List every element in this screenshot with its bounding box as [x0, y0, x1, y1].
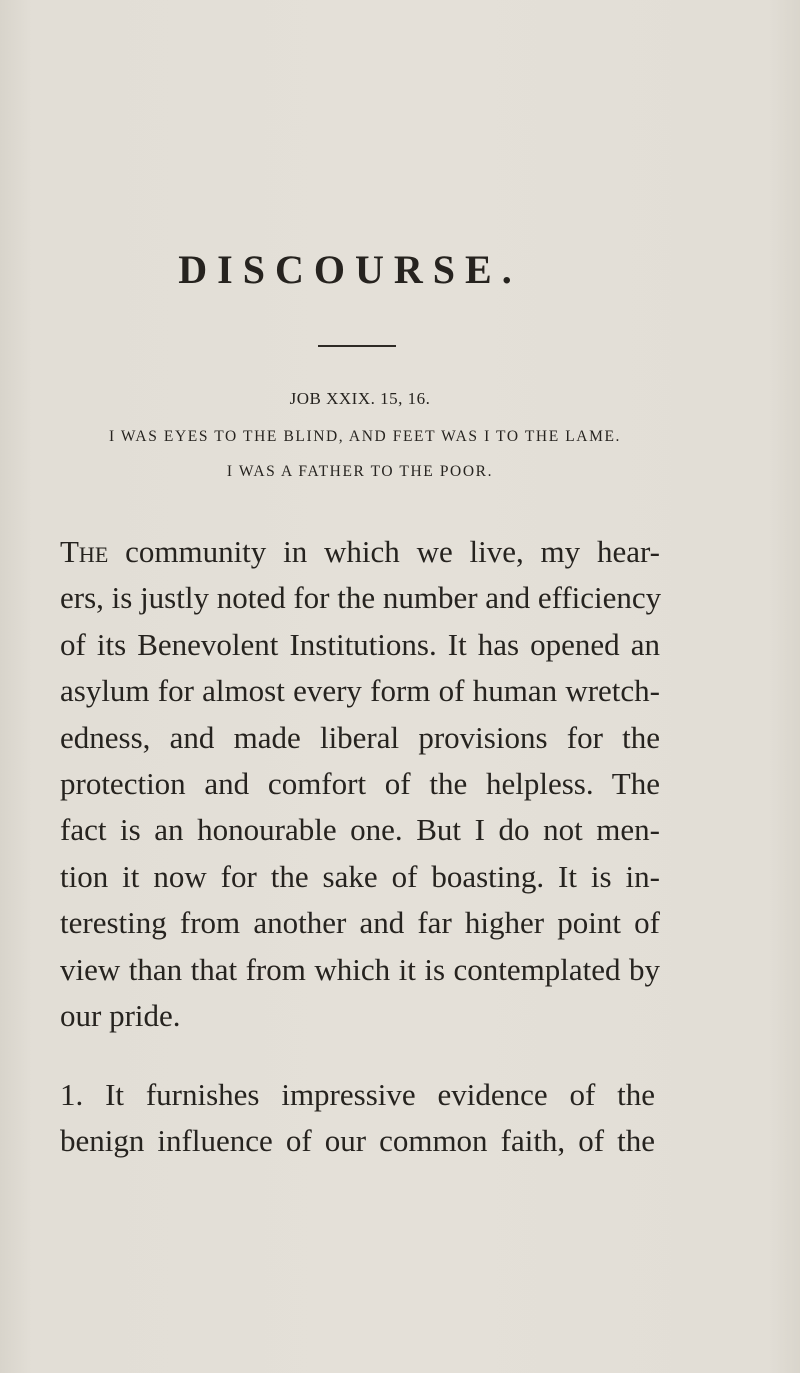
text-line: our pride. [60, 998, 181, 1034]
text-line: of its Benevolent Institutions. It has opened an [60, 626, 660, 662]
text-line: view than that from which it is contemplated by [60, 951, 660, 987]
text-line: tion it now for the sake of boasting. It is in- [60, 858, 660, 894]
text-line: 1. It furnishes impressive evidence of the [60, 1077, 655, 1112]
scripture-reference: JOB XXIX. 15, 16. [289, 389, 431, 408]
text-line: ers, is justly noted for the number and efficiency [60, 580, 662, 616]
text-line: benign influence of our common faith, of the [60, 1123, 655, 1159]
scripture-verse-line: I WAS EYES TO THE BLIND, AND FEET WAS I TO THE LAME. [108, 428, 622, 445]
lead-word: The [60, 534, 109, 569]
text-line: edness, and made liberal provisions for the [60, 719, 660, 755]
text-line: asylum for almost every form of human wretch- [60, 673, 660, 709]
paragraph-2 [60, 1072, 655, 1165]
paragraph-1 [60, 529, 660, 1039]
text-line: protection and comfort of the helpless. The [60, 766, 660, 802]
text-line: fact is an honourable one. But I do not men- [60, 812, 660, 848]
heading-divider [318, 345, 396, 347]
page-heading: DISCOURSE. [178, 247, 522, 292]
text-line: The community in which we live, my hear- [60, 534, 661, 569]
text-line: teresting from another and far higher point of [60, 905, 660, 941]
scripture-verse-line: I WAS A FATHER TO THE POOR. [226, 463, 494, 480]
